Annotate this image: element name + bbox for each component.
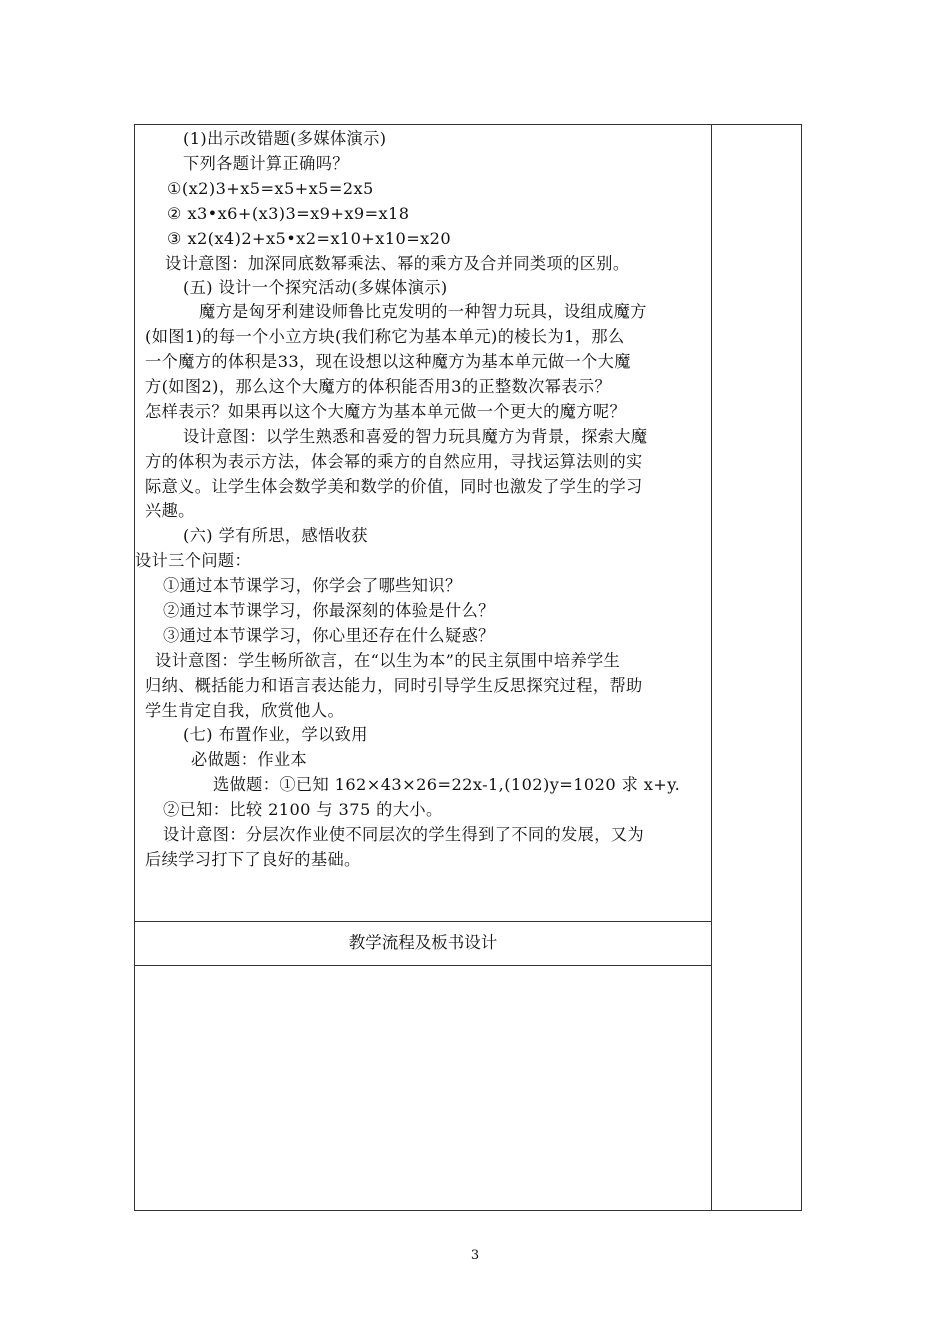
text-line: (六) 学有所思，感悟收获 [183, 526, 368, 545]
text-line: ② x3•x6+(x3)3=x9+x9=x18 [167, 204, 410, 223]
text-line: 设计意图：学生畅所欲言，在“以生为本”的民主氛围中培养学生 [155, 651, 621, 670]
page-number: 3 [470, 1248, 480, 1263]
text-line: (五) 设计一个探究活动(多媒体演示) [183, 278, 448, 297]
section-header: 教学流程及板书设计 [348, 933, 498, 952]
text-line: 设计意图：加深同底数幂乘法、幂的乘方及合并同类项的区别。 [165, 254, 630, 273]
text-line: ②通过本节课学习，你最深刻的体验是什么？ [163, 601, 495, 620]
text-line: 后续学习打下了良好的基础。 [145, 850, 361, 869]
text-line: (如图1)的每一个小立方块(我们称它为基本单元)的棱长为1，那么 [145, 327, 625, 346]
text-line: 怎样表示？如果再以这个大魔方为基本单元做一个更大的魔方呢？ [145, 402, 627, 421]
text-line: 归纳、概括能力和语言表达能力，同时引导学生反思探究过程，帮助 [145, 676, 643, 695]
text-line: ②已知：比较 2100 与 375 的大小。 [163, 800, 443, 819]
text-line: 必做题：作业本 [191, 750, 308, 769]
text-line: 设计三个问题： [135, 551, 252, 570]
text-line: 兴趣。 [145, 501, 195, 520]
lesson-table [134, 124, 802, 1211]
side-column [712, 125, 801, 1210]
text-line: 下列各题计算正确吗？ [183, 154, 349, 173]
text-line: ③ x2(x4)2+x5•x2=x10+x10=x20 [167, 229, 452, 248]
text-line: (1)出示改错题(多媒体演示) [183, 129, 387, 148]
text-line: 际意义。让学生体会数学美和数学的价值，同时也激发了学生的学习 [145, 477, 643, 496]
text-line: ①(x2)3+x5=x5+x5=2x5 [167, 179, 374, 198]
text-line: 一个魔方的体积是33，现在设想以这种魔方为基本单元做一个大魔 [145, 352, 631, 371]
text-line: 方(如图2)，那么这个大魔方的体积能否用3的正整数次幂表示？ [145, 377, 612, 396]
text-line: 魔方是匈牙利建设师鲁比克发明的一种智力玩具，设组成魔方 [199, 302, 647, 321]
text-line: 设计意图：分层次作业使不同层次的学生得到了不同的发展，又为 [163, 825, 645, 844]
text-line: 学生肯定自我，欣赏他人。 [145, 701, 345, 720]
text-line: ①通过本节课学习，你学会了哪些知识？ [163, 576, 462, 595]
text-line: 设计意图：以学生熟悉和喜爱的智力玩具魔方为背景，探索大魔 [183, 427, 648, 446]
text-line: 方的体积为表示方法，体会幂的乘方的自然应用，寻找运算法则的实 [145, 452, 643, 471]
text-line: 选做题：①已知 162×43×26=22x-1,(102)y=1020 求 x+y. [213, 775, 681, 794]
text-line: (七) 布置作业，学以致用 [183, 725, 368, 744]
text-line: ③通过本节课学习，你心里还存在什么疑惑？ [163, 626, 495, 645]
empty-design-cell [135, 966, 711, 1210]
row-divider-top [135, 921, 711, 922]
